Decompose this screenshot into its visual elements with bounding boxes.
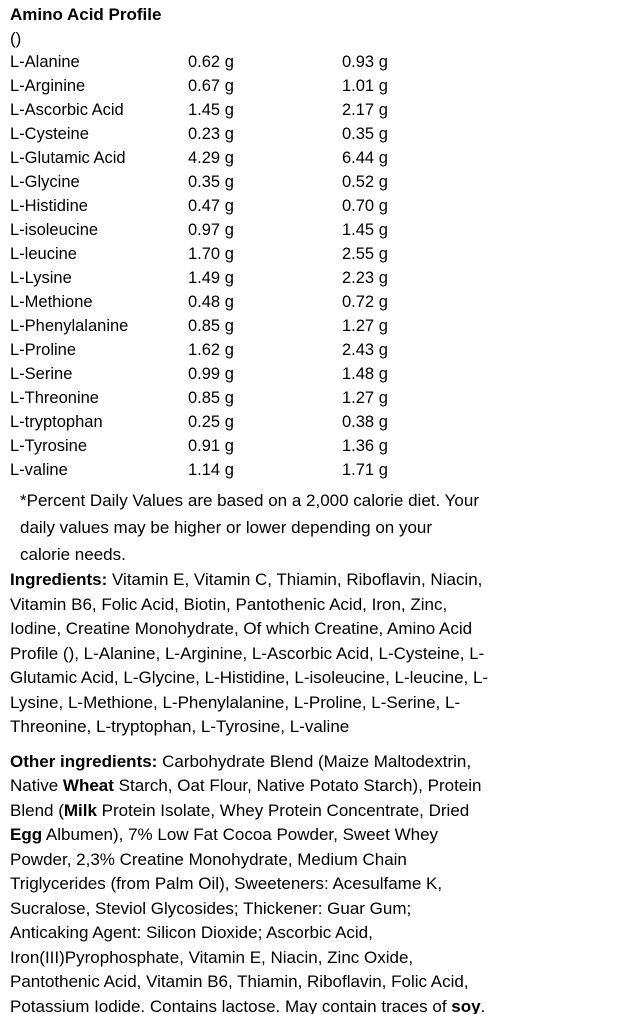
table-row <box>10 242 630 266</box>
text-line: Ingredients: Vitamin E, Vitamin C, Thiamin, Riboflavin, Niacin, <box>10 570 483 589</box>
table-row <box>10 98 630 122</box>
table-row <box>10 410 630 434</box>
amino-name: L-Cysteine <box>10 125 89 143</box>
amino-name: L-Phenylalanine <box>10 317 129 335</box>
amino-value-1: 0.35 g <box>188 173 234 191</box>
table-row <box>10 218 630 242</box>
amino-value-1: 0.99 g <box>188 365 234 383</box>
amino-value-1: 1.70 g <box>188 245 234 263</box>
amino-value-2: 1.71 g <box>342 461 388 479</box>
text-line: calorie needs. <box>20 545 126 564</box>
amino-value-2: 1.27 g <box>342 317 388 335</box>
table-row <box>10 314 630 338</box>
daily-values-footnote <box>10 487 630 568</box>
table-row <box>10 386 630 410</box>
text-line: Lysine, L-Methione, L-Phenylalanine, L-Proline, L-Serine, L- <box>10 692 461 712</box>
amino-name: L-Glycine <box>10 173 80 191</box>
text-line: *Percent Daily Values are based on a 2,000 calorie diet. Your <box>20 491 479 510</box>
text-line: Blend (Milk Protein Isolate, Whey Protein Concentrate, Dried <box>10 800 470 820</box>
text-line: Threonine, L-tryptophan, L-Tyrosine, L-valine <box>10 717 350 736</box>
amino-value-2: 0.35 g <box>342 125 388 143</box>
table-row <box>10 290 630 314</box>
amino-name: L-Proline <box>10 341 77 359</box>
table-row <box>10 458 630 482</box>
table-row <box>10 50 630 74</box>
amino-value-1: 0.23 g <box>188 125 234 143</box>
amino-value-1: 1.45 g <box>188 101 234 119</box>
text-line: Native Wheat Starch, Oat Flour, Native Potato Starch), Protein <box>10 776 482 795</box>
text-line: Iron(III)Pyrophosphate, Vitamin E, Niacin, Zinc Oxide, <box>10 947 414 967</box>
amino-value-1: 0.85 g <box>188 317 234 335</box>
amino-name: L-leucine <box>10 245 77 263</box>
text-line: Profile (), L-Alanine, L-Arginine, L-Ascorbic Acid, L-Cysteine, L- <box>10 643 485 663</box>
amino-value-2: 1.01 g <box>342 77 388 95</box>
amino-value-1: 0.25 g <box>188 413 234 431</box>
text-line: Egg Albumen), 7% Low Fat Cocoa Powder, Sweet Whey <box>10 825 439 844</box>
amino-value-1: 0.48 g <box>188 293 234 311</box>
amino-value-1: 1.49 g <box>188 269 234 287</box>
amino-value-1: 4.29 g <box>188 149 234 167</box>
table-row <box>10 170 630 194</box>
amino-name: L-Glutamic Acid <box>10 149 126 167</box>
amino-name: L-valine <box>10 461 68 479</box>
amino-name: L-Ascorbic Acid <box>10 101 124 119</box>
table-row <box>10 74 630 98</box>
amino-name: L-Threonine <box>10 389 99 407</box>
text-line: Iodine, Creatine Monohydrate, Of which Creatine, Amino Acid <box>10 619 473 638</box>
amino-value-2: 0.93 g <box>342 53 388 71</box>
amino-value-2: 0.52 g <box>342 173 388 191</box>
amino-value-2: 1.48 g <box>342 365 388 383</box>
other-ingredients-paragraph <box>10 750 630 1014</box>
table-row <box>10 146 630 170</box>
ingredients-paragraph <box>10 568 630 740</box>
text-line: Vitamin B6, Folic Acid, Biotin, Pantothenic Acid, Iron, Zinc, <box>10 594 448 614</box>
amino-name: L-Arginine <box>10 77 86 95</box>
text-line: Potassium Iodide. Contains lactose. May contain traces of soy. <box>10 996 486 1014</box>
amino-value-2: 1.27 g <box>342 389 388 407</box>
amino-value-2: 2.43 g <box>342 341 388 359</box>
amino-value-1: 1.14 g <box>188 461 234 479</box>
amino-value-2: 1.36 g <box>342 437 388 455</box>
amino-name: L-Histidine <box>10 197 88 215</box>
amino-name: L-Lysine <box>10 269 72 287</box>
amino-value-1: 0.47 g <box>188 197 234 215</box>
table-row <box>10 362 630 386</box>
amino-name: L-tryptophan <box>10 413 103 431</box>
text-line: Triglycerides (from Palm Oil), Sweeteners: Acesulfame K, <box>10 874 443 893</box>
amino-value-1: 0.67 g <box>188 77 234 95</box>
amino-value-2: 6.44 g <box>342 149 388 167</box>
text-line: Other ingredients: Carbohydrate Blend (Maize Maltodextrin, <box>10 751 472 771</box>
amino-value-2: 2.23 g <box>342 269 388 287</box>
amino-value-2: 0.72 g <box>342 293 388 311</box>
text-line: Anticaking Agent: Silicon Dioxide; Ascorbic Acid, <box>10 923 373 942</box>
text-line: Pantothenic Acid, Vitamin B6, Thiamin, Riboflavin, Folic Acid, <box>10 972 469 991</box>
amino-name: L-Tyrosine <box>10 437 88 455</box>
table-row <box>10 194 630 218</box>
amino-name: L-Methione <box>10 293 93 311</box>
amino-value-2: 0.70 g <box>342 197 388 215</box>
table-row <box>10 122 630 146</box>
table-row <box>10 266 630 290</box>
amino-name: L-Alanine <box>10 53 80 71</box>
amino-name: L-Serine <box>10 365 73 383</box>
amino-name: L-isoleucine <box>10 221 99 239</box>
text-line: Glutamic Acid, L-Glycine, L-Histidine, L-isoleucine, L-leucine, L- <box>10 668 489 687</box>
text-line: daily values may be higher or lower depending on your <box>20 518 433 537</box>
table-row <box>10 434 630 458</box>
page-subtitle: () <box>10 29 22 48</box>
amino-value-1: 0.62 g <box>188 53 234 71</box>
table-row <box>10 338 630 362</box>
amino-value-2: 2.17 g <box>342 101 388 119</box>
page-title: Amino Acid Profile <box>10 5 162 24</box>
amino-value-1: 0.91 g <box>188 437 234 455</box>
amino-value-2: 1.45 g <box>342 221 388 239</box>
text-line: Powder, 2,3% Creatine Monohydrate, Medium Chain <box>10 849 407 869</box>
amino-acid-table <box>10 50 630 482</box>
amino-value-1: 0.85 g <box>188 389 234 407</box>
amino-value-1: 1.62 g <box>188 341 234 359</box>
amino-value-2: 0.38 g <box>342 413 388 431</box>
amino-value-1: 0.97 g <box>188 221 234 239</box>
text-line: Sucralose, Steviol Glycosides; Thickener: Guar Gum; <box>10 898 412 918</box>
amino-value-2: 2.55 g <box>342 245 388 263</box>
